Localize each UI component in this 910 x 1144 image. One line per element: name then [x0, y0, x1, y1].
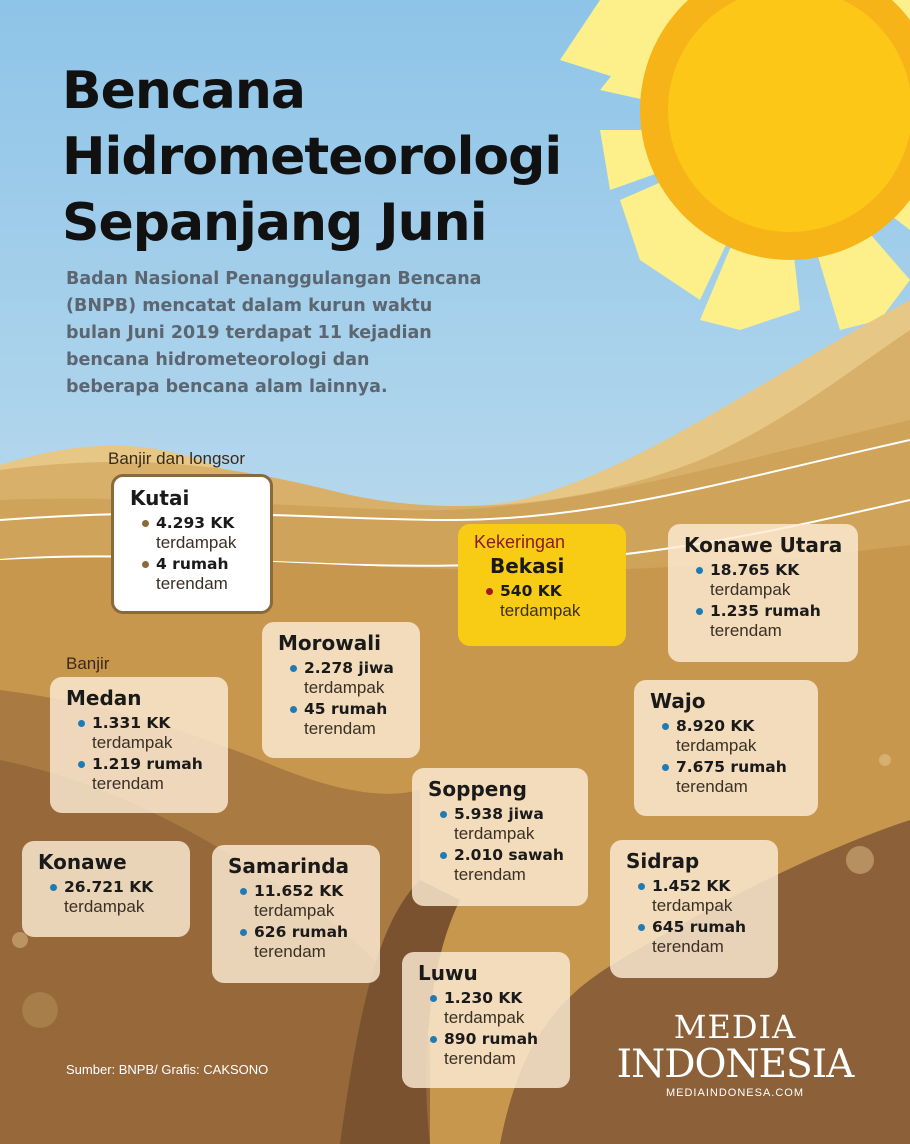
stat-value: 26.721 KK: [64, 878, 154, 896]
stat-desc: terendam: [676, 777, 748, 796]
stat-item: [418, 988, 558, 1027]
stat-value: 8.920 KK: [676, 717, 755, 735]
stat-desc: terdampak: [676, 736, 757, 755]
bullet-icon: [486, 588, 493, 595]
stat-item: [650, 716, 806, 755]
media-indonesia-logo: [610, 1010, 860, 1100]
stat-desc: terdampak: [444, 1008, 525, 1027]
stat-desc: terendam: [444, 1049, 516, 1068]
stat-item: [428, 845, 576, 884]
bullet-icon: [290, 665, 297, 672]
stat-value: 45 rumah: [304, 700, 388, 718]
bullet-icon: [638, 883, 645, 890]
location-card-bekasi: [458, 524, 626, 646]
intro-line: beberapa bencana alam lainnya.: [66, 377, 388, 397]
location-card-sidrap: [610, 840, 778, 978]
intro-line: bencana hidrometeorologi dan: [66, 350, 370, 370]
stat-value: 890 rumah: [444, 1030, 539, 1048]
stat-desc: terendam: [652, 937, 724, 956]
location-name: Medan: [66, 686, 142, 710]
stat-desc: terendam: [304, 719, 376, 738]
stat-desc: terendam: [710, 621, 782, 640]
bullet-icon: [696, 567, 703, 574]
stat-item: [428, 804, 576, 843]
bullet-icon: [78, 720, 85, 727]
page-title: [62, 58, 561, 256]
stat-value: 5.938 jiwa: [454, 805, 544, 823]
dust-bubble: [879, 754, 891, 766]
stat-desc: terdampak: [454, 824, 535, 843]
bullet-icon: [662, 764, 669, 771]
stat-item: [278, 658, 408, 697]
stat-value: 4 rumah: [156, 555, 229, 573]
location-name: Sidrap: [626, 849, 700, 873]
stat-value: 4.293 KK: [156, 514, 235, 532]
bullet-icon: [50, 884, 57, 891]
location-card-soppeng: [412, 768, 588, 906]
stat-value: 1.452 KK: [652, 877, 731, 895]
bullet-icon: [440, 811, 447, 818]
location-name: Bekasi: [490, 554, 565, 578]
source-credit: Sumber: BNPB/ Grafis: CAKSONO: [66, 1062, 269, 1077]
stat-desc: terendam: [156, 574, 228, 593]
logo-line: MEDIA: [673, 1008, 797, 1046]
location-name: Soppeng: [428, 777, 527, 801]
stat-item: [228, 922, 368, 961]
stat-desc: terdampak: [710, 580, 791, 599]
stat-desc: terdampak: [64, 897, 145, 916]
stat-item: [130, 513, 258, 552]
stat-value: 626 rumah: [254, 923, 349, 941]
intro-paragraph: [66, 266, 586, 401]
bullet-icon: [662, 723, 669, 730]
dust-bubble: [22, 992, 58, 1028]
stat-desc: terendam: [92, 774, 164, 793]
title-line: Hidrometeorologi: [62, 127, 562, 187]
stat-item: [66, 713, 216, 752]
location-name: Wajo: [650, 689, 706, 713]
bullet-icon: [430, 1036, 437, 1043]
stat-item: [228, 881, 368, 920]
stat-desc: terdampak: [304, 678, 385, 697]
stat-item: [626, 917, 766, 956]
bullet-icon: [696, 608, 703, 615]
stat-value: 540 KK: [500, 582, 562, 600]
stat-value: 2.278 jiwa: [304, 659, 394, 677]
category-label-drought: Kekeringan: [474, 532, 566, 552]
logo-url: MEDIAINDONESA.COM: [665, 1087, 804, 1099]
bullet-icon: [240, 888, 247, 895]
stat-desc: terendam: [454, 865, 526, 884]
stat-value: 1.230 KK: [444, 989, 523, 1007]
stat-item: [684, 601, 846, 640]
location-card-wajo: [634, 680, 818, 816]
bullet-icon: [638, 924, 645, 931]
location-card-luwu: [402, 952, 570, 1088]
stat-item: [130, 554, 258, 593]
stat-desc: terendam: [254, 942, 326, 961]
location-name: Konawe: [38, 850, 127, 874]
location-name: Luwu: [418, 961, 478, 985]
bullet-icon: [440, 852, 447, 859]
location-name: Samarinda: [228, 854, 350, 878]
dust-bubble: [846, 846, 874, 874]
bullet-icon: [142, 561, 149, 568]
stat-desc: terdampak: [254, 901, 335, 920]
intro-line: bulan Juni 2019 terdapat 11 kejadian: [66, 323, 432, 343]
stat-item: [38, 877, 178, 916]
stat-value: 11.652 KK: [254, 882, 344, 900]
stat-desc: terdampak: [500, 601, 581, 620]
bullet-icon: [430, 995, 437, 1002]
location-name: Morowali: [278, 631, 381, 655]
location-card-kutai: [111, 474, 273, 614]
stat-desc: terdampak: [92, 733, 173, 752]
stat-item: [474, 581, 614, 620]
intro-line: (BNPB) mencatat dalam kurun waktu: [66, 296, 433, 316]
stat-desc: terdampak: [652, 896, 733, 915]
stat-item: [684, 560, 846, 599]
bullet-icon: [78, 761, 85, 768]
category-label-flood: Banjir: [66, 654, 110, 673]
location-name: Konawe Utara: [684, 533, 843, 557]
stat-item: [650, 757, 806, 796]
location-card-morowali: [262, 622, 420, 758]
stat-value: 2.010 sawah: [454, 846, 564, 864]
title-line: Bencana: [62, 61, 305, 121]
bullet-icon: [142, 520, 149, 527]
stat-item: [278, 699, 408, 738]
stat-value: 1.235 rumah: [710, 602, 821, 620]
title-line: Sepanjang Juni: [62, 193, 487, 253]
location-card-konawe: [22, 841, 190, 937]
location-card-konawe-utara: [668, 524, 858, 662]
stat-value: 1.219 rumah: [92, 755, 203, 773]
stat-item: [418, 1029, 558, 1068]
stat-desc: terdampak: [156, 533, 237, 552]
stat-item: [66, 754, 216, 793]
stat-value: 645 rumah: [652, 918, 747, 936]
bullet-icon: [240, 929, 247, 936]
intro-line: Badan Nasional Penanggulangan Bencana: [66, 269, 482, 289]
logo-line: INDONESIA: [616, 1042, 854, 1087]
location-name: Kutai: [130, 486, 190, 510]
bullet-icon: [290, 706, 297, 713]
stat-value: 7.675 rumah: [676, 758, 787, 776]
location-card-medan: [50, 677, 228, 813]
category-label-landslide: Banjir dan longsor: [108, 449, 246, 468]
stat-value: 1.331 KK: [92, 714, 171, 732]
stat-value: 18.765 KK: [710, 561, 800, 579]
location-card-samarinda: [212, 845, 380, 983]
stat-item: [626, 876, 766, 915]
